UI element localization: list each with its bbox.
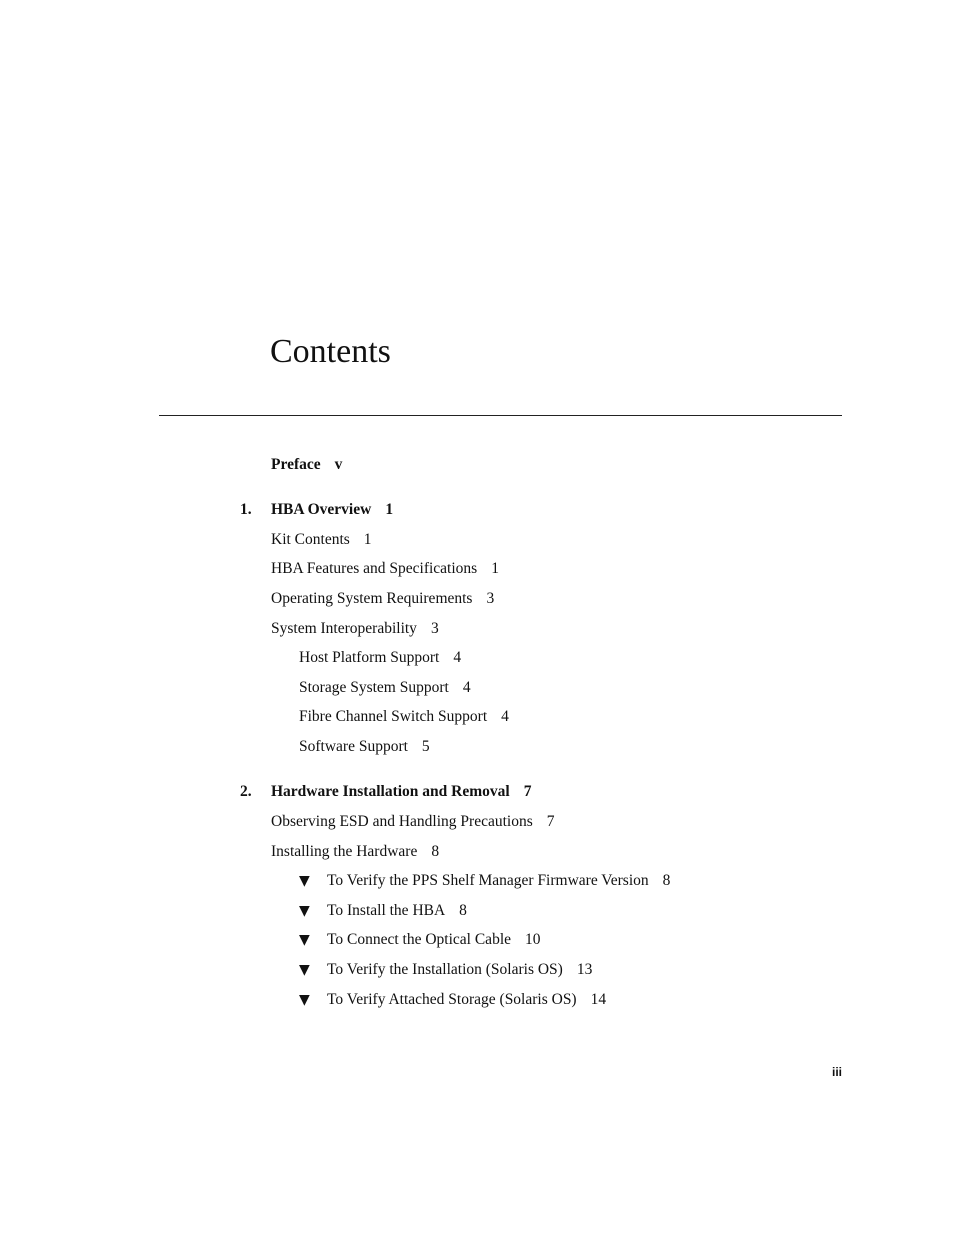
toc-entry-label: Software Support: [299, 738, 408, 755]
toc-entry-label: To Verify Attached Storage (Solaris OS): [327, 991, 577, 1008]
toc-entry-label: To Connect the Optical Cable: [327, 931, 512, 948]
toc-entry-label: To Verify the PPS Shelf Manager Firmware Version: [327, 872, 649, 889]
procedure-triangle-icon: ▼: [299, 873, 310, 889]
toc-entry-label: Storage System Support: [299, 679, 449, 696]
toc-entry-label: Observing ESD and Handling Precautions: [271, 813, 533, 830]
toc-entry-label: Preface: [271, 456, 321, 473]
toc-entry-preface[interactable]: [271, 455, 342, 475]
chapter-number: 2.: [240, 783, 252, 800]
toc-entry-page: 3: [430, 620, 439, 637]
toc-entry-page: 1: [363, 531, 372, 548]
toc-entry-page: 7: [546, 813, 555, 830]
toc-entry-page: 1: [491, 560, 499, 577]
toc-chapter-hba-overview[interactable]: [271, 500, 393, 520]
toc-entry-label: To Install the HBA: [327, 902, 446, 919]
toc-entry-label: Fibre Channel Switch Support: [299, 708, 488, 725]
procedure-triangle-icon: ▼: [299, 932, 310, 948]
toc-entry-verify-attached-storage[interactable]: [327, 990, 606, 1010]
toc-entry-os-requirements[interactable]: [271, 589, 494, 609]
chapter-number: 1.: [240, 501, 252, 518]
toc-entry-page: 13: [576, 961, 593, 978]
toc-entry-label: Installing the Hardware: [271, 843, 418, 860]
toc-entry-page: 4: [501, 708, 509, 725]
toc-entry-installing-hardware[interactable]: [271, 842, 439, 862]
toc-entry-verify-installation[interactable]: [327, 960, 592, 980]
procedure-triangle-icon: ▼: [299, 903, 310, 919]
toc-entry-page: 8: [459, 902, 467, 919]
toc-entry-host-platform-support[interactable]: [299, 648, 461, 668]
toc-entry-esd-precautions[interactable]: [271, 812, 555, 832]
toc-entry-label: Operating System Requirements: [271, 590, 473, 607]
procedure-triangle-icon: ▼: [299, 962, 310, 978]
toc-entry-install-hba[interactable]: [327, 901, 467, 921]
page-number: iii: [831, 1065, 842, 1079]
toc-entry-page: 5: [421, 738, 430, 755]
toc-entry-page: 8: [431, 843, 440, 860]
page-title: Contents: [270, 333, 391, 370]
toc-entry-page: 10: [525, 931, 541, 948]
toc-entry-page: 1: [385, 501, 394, 518]
toc-entry-page: 8: [662, 872, 671, 889]
toc-entry-label: HBA Features and Specifications: [271, 560, 478, 577]
toc-entry-label: Host Platform Support: [299, 649, 440, 666]
toc-entry-label: Hardware Installation and Removal: [271, 783, 510, 800]
toc-entry-page: v: [334, 456, 343, 473]
procedure-triangle-icon: ▼: [299, 992, 310, 1008]
toc-entry-kit-contents[interactable]: [271, 530, 372, 550]
toc-entry-page: 3: [486, 590, 495, 607]
toc-entry-storage-system-support[interactable]: [299, 678, 471, 698]
toc-entry-fibre-channel-switch-support[interactable]: [299, 707, 509, 727]
toc-entry-label: To Verify the Installation (Solaris OS): [327, 961, 563, 978]
toc-entry-label: HBA Overview: [271, 501, 372, 518]
toc-entry-page: 7: [523, 783, 532, 800]
toc-chapter-hardware-installation[interactable]: [271, 782, 531, 802]
toc-entry-connect-optical-cable[interactable]: [327, 930, 541, 950]
toc-entry-system-interoperability[interactable]: [271, 619, 439, 639]
toc-entry-page: 4: [462, 679, 471, 696]
toc-entry-page: 4: [453, 649, 462, 666]
toc-entry-label: System Interoperability: [271, 620, 417, 637]
toc-entry-label: Kit Contents: [271, 531, 350, 548]
title-divider: [159, 415, 842, 416]
toc-entry-page: 14: [590, 991, 607, 1008]
toc-entry-hba-features[interactable]: [271, 559, 499, 579]
toc-entry-software-support[interactable]: [299, 737, 430, 757]
toc-entry-verify-pps-firmware[interactable]: [327, 871, 670, 891]
